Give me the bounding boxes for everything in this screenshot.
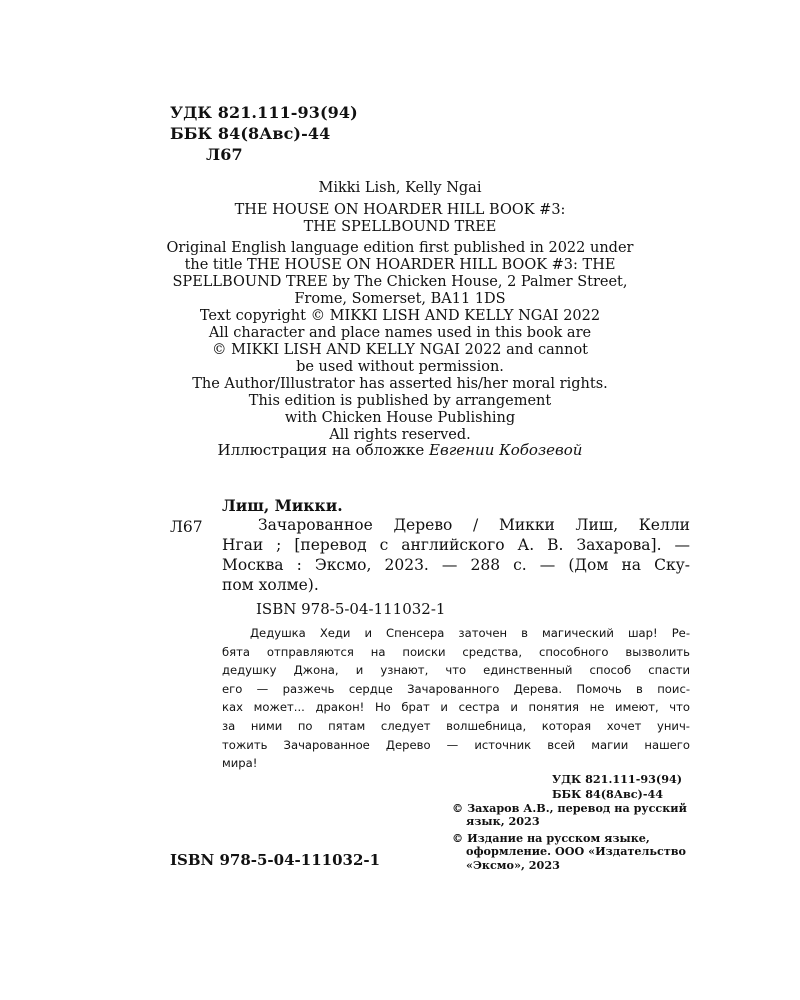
rights-line: The Author/Illustrator has asserted his/her moral rights. bbox=[192, 376, 608, 392]
rights-line: All rights reserved. bbox=[329, 427, 471, 443]
rights-line: be used without permission. bbox=[296, 359, 504, 375]
rights-line: Frome, Somerset, BA11 1DS bbox=[294, 291, 506, 307]
rights-line: Original English language edition first published in 2022 under bbox=[166, 240, 634, 256]
catalog-description-line: Нгаи ; [перевод с английского А. В. Захарова]. — bbox=[222, 536, 690, 554]
copyright-edition-line: © Издание на русском языке, bbox=[452, 830, 650, 845]
annotation-line: бята отправляются на поиски средства, способного вызволить bbox=[222, 644, 690, 659]
illustration-prefix: Иллюстрация на обложке bbox=[217, 441, 425, 459]
rights-line: All character and place names used in this book are bbox=[208, 325, 592, 341]
rights-line: the title THE HOUSE ON HOARDER HILL BOOK #3: THE bbox=[184, 257, 616, 273]
catalog-author-heading: Лиш, Микки. bbox=[222, 496, 343, 515]
copyright-edition-line: оформление. ООО «Издательство bbox=[466, 844, 687, 859]
annotation-line: тожить Зачарованное Дерево — источник всей магии нашего bbox=[222, 737, 690, 752]
original-title bbox=[130, 202, 670, 236]
annotation-line: дедушку Джона, и узнают, что единственный способ спасти bbox=[222, 663, 690, 678]
original-title-line: THE SPELLBOUND TREE bbox=[303, 219, 497, 235]
rights-line: with Chicken House Publishing bbox=[284, 410, 516, 426]
rights-line: This edition is published by arrangement bbox=[248, 393, 552, 409]
copyright-edition-line: «Эксмо», 2023 bbox=[466, 857, 560, 872]
udk-code: УДК 821.111-93(94) bbox=[170, 103, 358, 122]
illustration-artist: Евгении Кобозевой bbox=[429, 441, 583, 459]
copyright-translation-line: © Захаров А.В., перевод на русский bbox=[452, 801, 687, 815]
rights-notice bbox=[130, 240, 670, 444]
annotation-line: за ними по пятам следует волшебница, которая хочет унич- bbox=[222, 718, 690, 733]
catalog-description bbox=[222, 515, 690, 595]
annotation-line: мира! bbox=[222, 756, 258, 771]
catalog-isbn: ISBN 978-5-04-111032-1 bbox=[256, 600, 446, 618]
catalog-description-line: пом холме). bbox=[222, 576, 319, 594]
small-bbk-code: ББК 84(8Авс)-44 bbox=[552, 787, 664, 801]
small-classification-codes bbox=[552, 772, 682, 802]
bottom-isbn: ISBN 978-5-04-111032-1 bbox=[170, 851, 381, 869]
rights-line: Text copyright © MIKKI LISH AND KELLY NGAI 2022 bbox=[199, 308, 601, 324]
catalog-description-line: Москва : Эксмо, 2023. — 288 с. — (Дом на Ску- bbox=[222, 556, 690, 574]
copyright-translation-line: язык, 2023 bbox=[466, 814, 540, 829]
annotation bbox=[222, 624, 690, 773]
copyright-notices bbox=[452, 802, 697, 872]
annotation-line: ках может... дракон! Но брат и сестра и понятия не имеют, что bbox=[222, 700, 690, 715]
annotation-line: Дедушка Хеди и Спенсера заточен в магический шар! Ре- bbox=[250, 626, 690, 640]
illustration-credit bbox=[130, 440, 670, 460]
bbk-code: ББК 84(8Авс)-44 bbox=[170, 124, 331, 143]
small-udk-code: УДК 821.111-93(94) bbox=[552, 772, 683, 786]
original-title-line: THE HOUSE ON HOARDER HILL BOOK #3: bbox=[234, 202, 566, 218]
annotation-line: его — разжечь сердце Зачарованного Дерева. Помочь в поис- bbox=[222, 681, 690, 696]
original-authors: Mikki Lish, Kelly Ngai bbox=[318, 180, 482, 196]
catalog-author-mark: Л67 bbox=[170, 518, 203, 536]
author-mark-top: Л67 bbox=[206, 145, 243, 164]
rights-line: © MIKKI LISH AND KELLY NGAI 2022 and cannot bbox=[211, 342, 589, 358]
catalog-description-line: Зачарованное Дерево / Микки Лиш, Келли bbox=[258, 516, 690, 534]
rights-line: SPELLBOUND TREE by The Chicken House, 2 Palmer Street, bbox=[172, 274, 628, 290]
